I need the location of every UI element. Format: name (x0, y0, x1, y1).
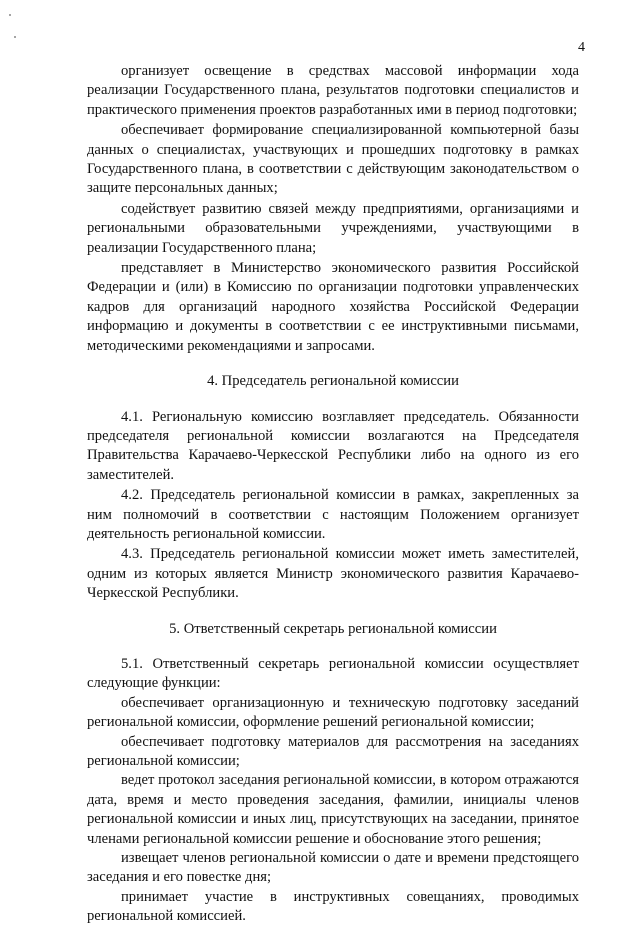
section-5-paragraph: обеспечивает подготовку материалов для рассмотрения на заседаниях региональной комиссии; (87, 733, 579, 769)
section-5-paragraph: 5.1. Ответственный секретарь региональной комиссии осуществляет следующие функции: (87, 655, 579, 692)
page-number: 4 (578, 40, 585, 55)
section-5-heading: 5. Ответственный секретарь региональной комиссии (169, 620, 497, 637)
section-5-paragraph: принимает участие в инструктивных совещаниях, проводимых региональной комиссией. (87, 888, 579, 925)
list-item: обеспечивает формирование специализированной компьютерной базы данных о специалистах, участвующих и прошедших подготовку в рамках Государственного плана, в соответствии с действующим законодательством о защите персональных данных; (87, 122, 579, 197)
section-4-heading: 4. Председатель региональной комиссии (207, 373, 459, 390)
list-item: представляет в Министерство экономического развития Российской Федерации и (или) в Комиссию по организации подготовки управленческих кадров для организаций народного хозяйства Российской Федерации информацию и документы в соответствии с ее инструктивными письмами, методическими рекомендациями и запросами. (87, 260, 579, 354)
list-item: организует освещение в средствах массовой информации хода реализации Государственного плана, результатов подготовки специалистов и практического применения проектов разработанных ими в период подготовки; (87, 63, 579, 118)
section-5-paragraph: извещает членов региональной комиссии о дате и времени предстоящего заседания и его повестке дня; (87, 850, 579, 886)
section-5-paragraph: ведет протокол заседания региональной комиссии, в котором отражаются дата, время и место проведения заседания, фамилии, инициалы членов региональной комиссии и иных лиц, присутствующих на заседании, принятое членами региональной комиссии решение и обоснование этого решения; (87, 772, 579, 847)
scan-artifact-dot (9, 14, 11, 16)
section-4-paragraph: 4.2. Председатель региональной комиссии в рамках, закрепленных за ним полномочий в соответствии с настоящим Положением организует деятельность региональной комиссии. (87, 487, 579, 542)
list-item: содействует развитию связей между предприятиями, организациями и региональными образовательными учреждениями, участвующими в реализации Государственного плана; (87, 200, 579, 256)
section-5-paragraph: обеспечивает организационную и техническую подготовку заседаний региональной комиссии, оформление решений региональной комиссии; (87, 694, 579, 731)
document-body (87, 62, 579, 927)
section-4-paragraph: 4.1. Региональную комиссию возглавляет председатель. Обязанности председателя региональной комиссии возлагаются на Председателя Правительства Карачаево-Черкесской Республики либо на одного из его заместителей. (87, 408, 579, 483)
scan-artifact-dot (14, 36, 16, 38)
section-4-paragraph: 4.3. Председатель региональной комиссии может иметь заместителей, одним из которых является Министр экономического развития Карачаево-Черкесской Республики. (87, 546, 579, 602)
